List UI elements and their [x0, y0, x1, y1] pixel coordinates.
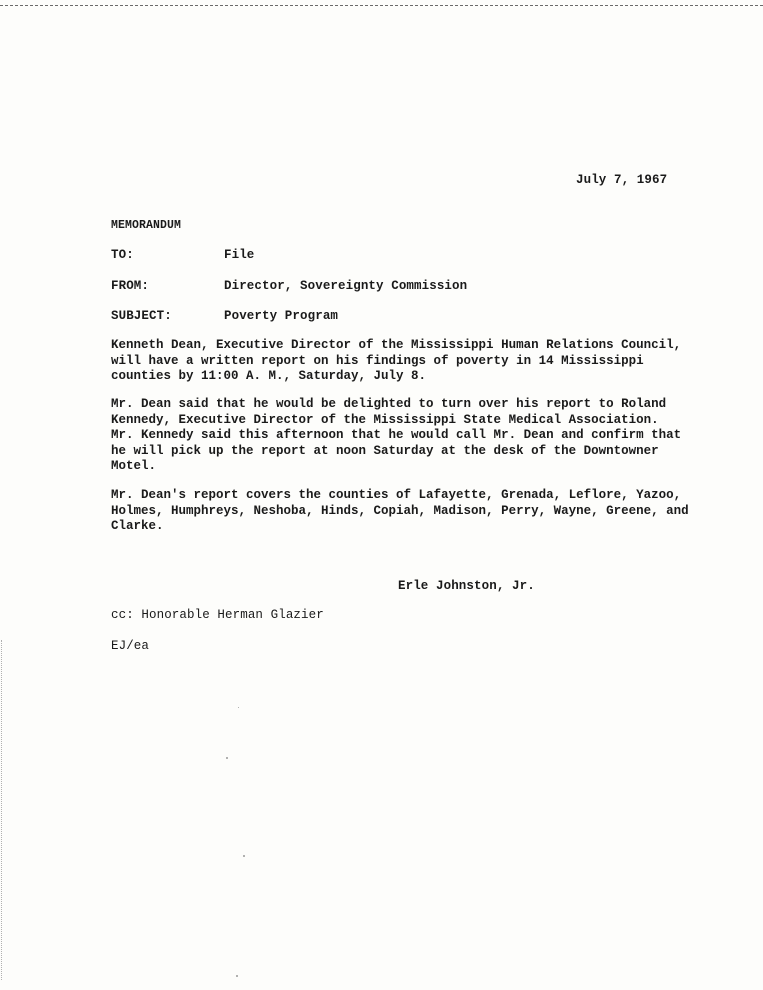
scan-speck — [236, 975, 238, 977]
paragraph-counties: Mr. Dean's report covers the counties of Lafayette, Grenada, Leflore, Yazoo, Holmes, Humphreys, Neshoba, Hinds, Copiah, Madison, Perry, Wayne, Greene, and Clarke. — [111, 488, 689, 534]
subject-label: SUBJECT: — [111, 309, 172, 323]
paragraph-handover: Mr. Dean said that he would be delighted to turn over his report to Roland Kennedy, Executive Director of the Mississippi State Medical Association. Mr. Kennedy said this afternoon that he would call Mr. Dean and confirm that he will pick up the report at noon Saturday at the desk of the Downtowner Motel. — [111, 397, 682, 474]
to-label: TO: — [111, 248, 134, 262]
subject-value: Poverty Program — [224, 309, 339, 323]
memo-heading: MEMORANDUM — [111, 219, 182, 232]
typist-initials: EJ/ea — [111, 639, 150, 653]
memo-date: July 7, 1967 — [576, 173, 668, 187]
scan-speck — [226, 757, 228, 759]
left-edge-mark — [1, 640, 2, 980]
to-value: File — [224, 248, 255, 262]
paragraph-report: Kenneth Dean, Executive Director of the Mississippi Human Relations Council, will have a written report on his findings of poverty in 14 Mississippi counties by 11:00 A. M., Saturday, July 8. — [111, 338, 682, 384]
from-value: Director, Sovereignty Commission — [224, 279, 468, 293]
top-border-rule — [0, 5, 763, 6]
cc-line: cc: Honorable Herman Glazier — [111, 608, 324, 622]
scan-speck — [238, 707, 239, 708]
from-label: FROM: — [111, 279, 150, 293]
signature-line: Erle Johnston, Jr. — [398, 579, 535, 593]
scan-speck — [243, 855, 245, 857]
